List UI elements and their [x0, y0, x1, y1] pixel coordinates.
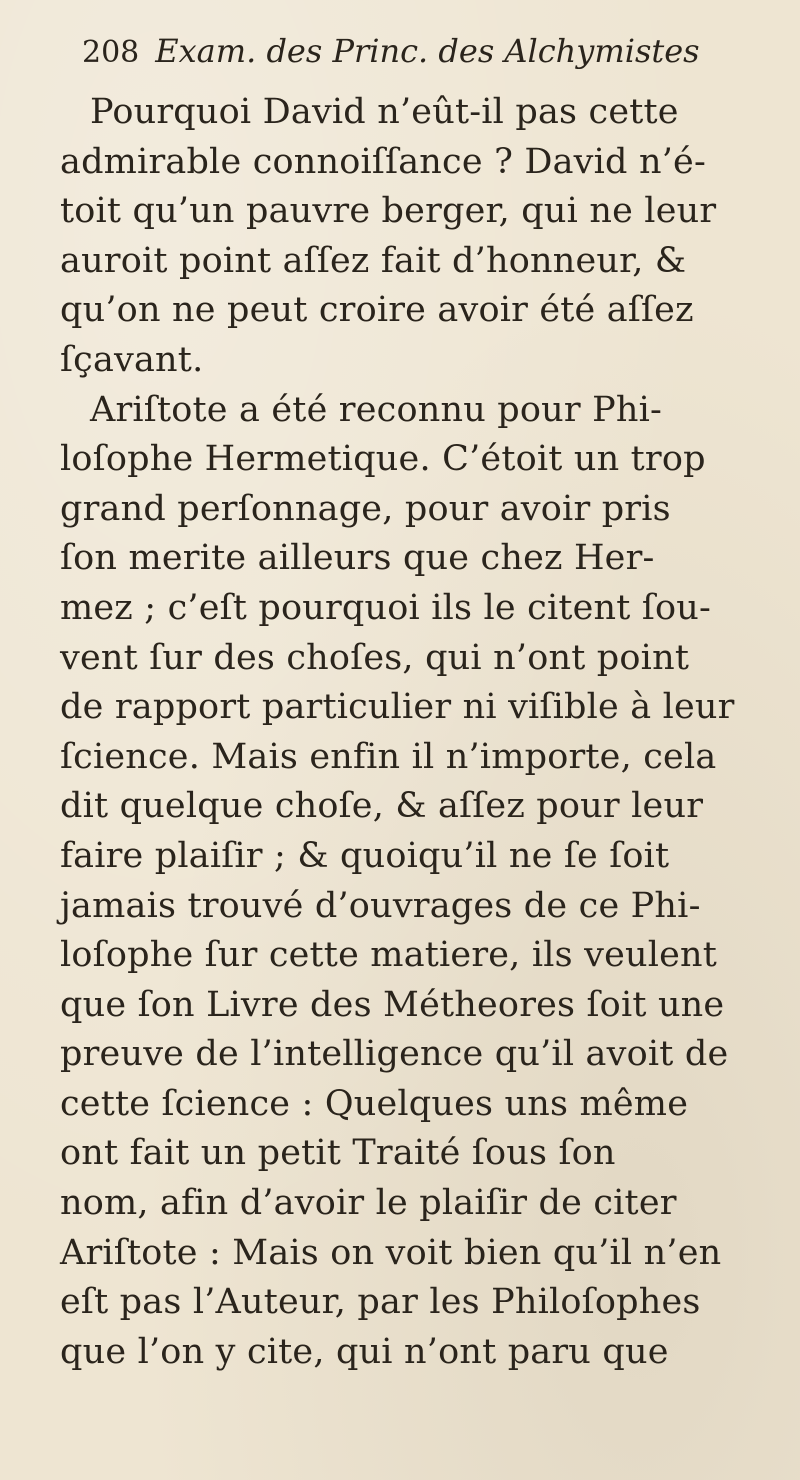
text-line: Ariſtote : Mais on voit bien qu’il n’en [60, 1232, 722, 1273]
running-head [60, 32, 776, 88]
text-line: loſophe ſur cette matiere, ils veulent [60, 935, 718, 976]
page-number: 208 [82, 35, 140, 70]
text-line: ſon merite ailleurs que chez Her- [60, 538, 655, 579]
text-line: ont fait un petit Traité ſous ſon [60, 1133, 616, 1174]
text-line: cette ſcience : Quelques uns même [60, 1083, 689, 1124]
text-line: admirable connoiſſance ? David n’é- [60, 141, 706, 182]
text-line: faire plaiſir ; & quoiqu’il ne ſe ſoit [60, 835, 670, 876]
text-line: jamais trouvé d’ouvrages de ce Phi- [60, 885, 701, 926]
text-line: eſt pas l’Auteur, par les Philoſophes [60, 1282, 701, 1323]
text-line: que ſon Livre des Métheores ſoit une [60, 984, 725, 1025]
text-line: Ariſtote a été reconnu pour Phi- [90, 389, 663, 430]
text-line: dit quelque choſe, & aſſez pour leur [60, 786, 704, 827]
text-line: vent ſur des choſes, qui n’ont point [60, 637, 690, 678]
text-line: loſophe Hermetique. C’étoit un trop [60, 439, 706, 480]
running-title: Exam. des Princ. des Alchymistes [155, 32, 700, 70]
text-line: que l’on y cite, qui n’ont paru que [60, 1331, 669, 1372]
text-line: de rapport particulier ni viſible à leur [60, 687, 735, 728]
text-line: Pourquoi David n’eût-il pas cette [90, 92, 679, 132]
text-line: grand perſonnage, pour avoir pris [60, 488, 671, 529]
text-line: ſçavant. [60, 339, 204, 380]
body-text [60, 88, 776, 1377]
text-line: preuve de l’intelligence qu’il avoit de [60, 1034, 729, 1075]
text-line: nom, afin d’avoir le plaiſir de citer [60, 1183, 677, 1224]
text-line: qu’on ne peut croire avoir été aſſez [60, 290, 694, 331]
text-line: mez ; c’eſt pourquoi ils le citent ſou- [60, 587, 712, 628]
text-line: toit qu’un pauvre berger, qui ne leur [60, 191, 717, 232]
text-line: ſcience. Mais enfin il n’importe, cela [60, 736, 717, 777]
text-line: auroit point aſſez fait d’honneur, & [60, 240, 687, 281]
